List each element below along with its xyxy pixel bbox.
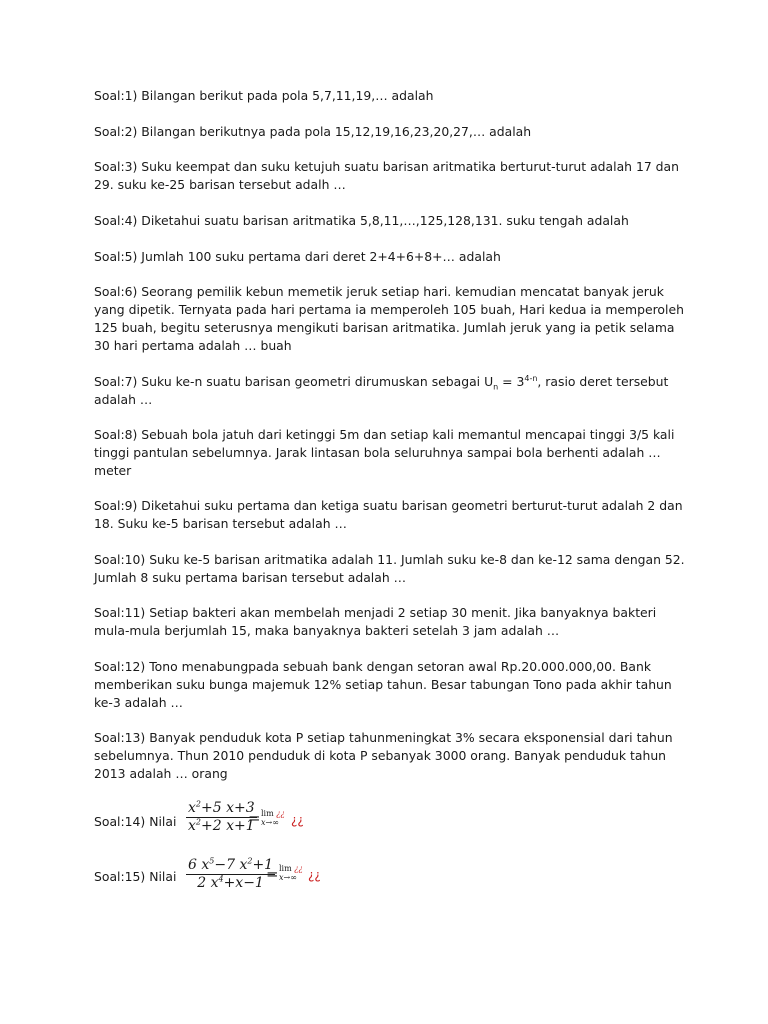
- question-14-label: Soal:14) Nilai: [94, 814, 177, 829]
- question-5: Soal:5) Jumlah 100 suku pertama dari deret 2+4+6+8+… adalah: [94, 249, 501, 264]
- question-14: [94, 800, 354, 840]
- question-2: Soal:2) Bilangan berikutnya pada pola 15,12,19,16,23,20,27,… adalah: [94, 124, 532, 139]
- question-14-artifact: ¿¿: [291, 813, 304, 827]
- question-14-limit: lim ¿¿ x→∞: [261, 809, 285, 827]
- question-12: Soal:12) Tono menabungpada sebuah bank dengan setoran awal Rp.20.000.000,00. Bank memberikan suku bunga majemuk 12% setiap tahun. Besar tabungan Tono pada akhir tahun ke-3 adalah …: [94, 659, 672, 710]
- question-8: Soal:8) Sebuah bola jatuh dari ketinggi 5m dan setiap kali memantul mencapai tinggi 3/5 kali tinggi pantulan sebelumnya. Jarak lintasan bola seluruhnya sampai bola berhenti adalah … meter: [94, 427, 675, 478]
- equals-sign: =: [266, 865, 279, 883]
- question-7: [94, 373, 694, 409]
- question-9: Soal:9) Diketahui suku pertama dan ketiga suatu barisan geometri berturut-turut adalah 2 dan 18. Suku ke-5 barisan tersebut adalah …: [94, 498, 683, 531]
- equals-sign: =: [248, 809, 261, 827]
- question-7-subscript: n: [493, 382, 499, 392]
- question-15-limit: lim ¿¿ x→∞: [279, 864, 303, 882]
- question-15-numerator: 6 $x^5-7$ $x^2+1$: [188, 856, 274, 873]
- question-14-fraction: [186, 800, 257, 835]
- question-15-denominator: 2 $x^4+x-1$: [197, 874, 264, 891]
- question-13: Soal:13) Banyak penduduk kota P setiap tahunmeningkat 3% secara eksponensial dari tahun sebelumnya. Thun 2010 penduduk di kota P sebanyak 3000 orang. Banyak penduduk tahun 2013 adalah … orang: [94, 730, 673, 781]
- question-7-superscript: 4-n: [524, 373, 538, 383]
- question-15-artifact: ¿¿: [308, 868, 321, 882]
- question-7-lead: Soal:7) Suku ke-n suatu barisan geometri dirumuskan sebagai U: [94, 374, 494, 389]
- question-15-fraction: [186, 857, 275, 892]
- question-1: Soal:1) Bilangan berikut pada pola 5,7,11,19,… adalah: [94, 88, 434, 103]
- question-15-label: Soal:15) Nilai: [94, 869, 177, 884]
- question-11: Soal:11) Setiap bakteri akan membelah menjadi 2 setiap 30 menit. Jika banyaknya bakteri mula-mula berjumlah 15, maka banyaknya bakteri setelah 3 jam adalah …: [94, 605, 657, 638]
- question-15: [94, 857, 354, 897]
- question-14-denominator: $x^2+2$ x+1: [188, 817, 255, 834]
- question-7-tail: , rasio deret tersebut adalah …: [94, 374, 669, 407]
- question-7-mid: = 3: [498, 374, 525, 389]
- question-6: Soal:6) Seorang pemilik kebun memetik jeruk setiap hari. kemudian mencatat banyak jeruk yang dipetik. Ternyata pada hari pertama ia memperoleh 105 buah, Hari kedua ia memperoleh 125 buah, begitu seterusnya mengikuti barisan aritmatika. Jumlah jeruk yang ia petik selama 30 hari pertama adalah … buah: [94, 284, 684, 353]
- question-14-numerator: $x^2+5$ x+3: [188, 799, 255, 816]
- question-4: Soal:4) Diketahui suatu barisan aritmatika 5,8,11,…,125,128,131. suku tengah adalah: [94, 213, 629, 228]
- question-10: Soal:10) Suku ke-5 barisan aritmatika adalah 11. Jumlah suku ke-8 dan ke-12 sama dengan 52. Jumlah 8 suku pertama barisan tersebut adalah …: [94, 552, 685, 585]
- question-3: Soal:3) Suku keempat dan suku ketujuh suatu barisan aritmatika berturut-turut adalah 17 dan 29. suku ke-25 barisan tersebut adalh …: [94, 159, 679, 192]
